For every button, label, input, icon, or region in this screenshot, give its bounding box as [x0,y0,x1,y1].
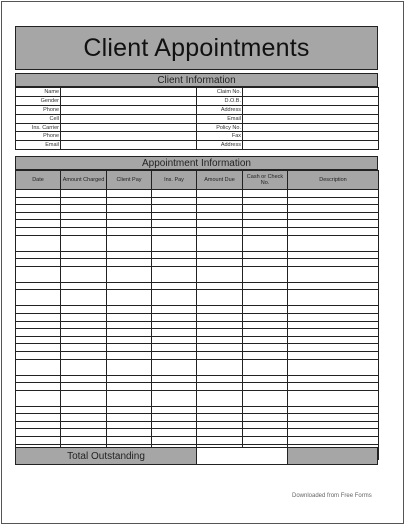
table-cell[interactable] [61,313,107,321]
total-outstanding-text: Total Outstanding [67,450,145,462]
table-cell[interactable] [197,421,243,429]
table-cell[interactable] [16,351,61,359]
table-cell[interactable] [152,227,197,235]
table-cell[interactable] [61,359,107,375]
table-cell[interactable] [16,336,61,344]
table-cell[interactable] [243,227,288,235]
table-row [16,190,379,198]
table-row [16,383,379,391]
table-row [16,251,379,259]
table-row [16,212,379,220]
table-cell[interactable] [243,259,288,267]
table-cell[interactable] [197,220,243,228]
table-cell[interactable] [107,197,152,205]
col-header-ins-pay: Ins. Pay [152,171,197,190]
table-cell[interactable] [243,383,288,391]
table-cell[interactable] [107,321,152,329]
table-cell[interactable] [197,306,243,314]
table-cell[interactable] [107,235,152,251]
client-info-label: D.O.B. [197,96,243,105]
table-row [16,421,379,429]
client-info-label: Fax [197,132,243,141]
table-cell[interactable] [16,375,61,383]
title-box [15,26,378,70]
table-row [16,282,379,290]
table-cell[interactable] [288,375,379,383]
table-cell[interactable] [16,282,61,290]
table-cell[interactable] [16,321,61,329]
table-row [16,336,379,344]
table-cell[interactable] [16,406,61,414]
table-cell[interactable] [61,351,107,359]
table-cell[interactable] [288,421,379,429]
table-cell[interactable] [16,313,61,321]
table-cell[interactable] [107,251,152,259]
table-cell[interactable] [152,235,197,251]
table-cell[interactable] [243,406,288,414]
table-cell[interactable] [197,414,243,422]
table-row [16,266,379,282]
table-cell[interactable] [243,235,288,251]
client-info-field[interactable] [61,132,197,141]
table-cell[interactable] [152,197,197,205]
table-cell[interactable] [197,197,243,205]
table-cell[interactable] [61,406,107,414]
table-cell[interactable] [16,383,61,391]
table-cell[interactable] [288,383,379,391]
table-cell[interactable] [288,336,379,344]
client-info-label: Email [16,141,61,150]
table-cell[interactable] [152,383,197,391]
table-cell[interactable] [61,414,107,422]
table-cell[interactable] [107,329,152,337]
client-info-field[interactable] [243,96,379,105]
table-cell[interactable] [107,383,152,391]
table-cell[interactable] [197,406,243,414]
table-cell[interactable] [152,351,197,359]
table-cell[interactable] [16,227,61,235]
table-cell[interactable] [288,282,379,290]
table-cell[interactable] [243,414,288,422]
table-cell[interactable] [288,266,379,282]
client-info-field[interactable] [61,141,197,150]
table-cell[interactable] [243,266,288,282]
table-row [16,306,379,314]
table-cell[interactable] [16,197,61,205]
table-cell[interactable] [197,359,243,375]
page-title: Client Appointments [83,33,310,62]
col-header-client-pay: Client Pay [107,171,152,190]
client-info-row [16,132,379,141]
table-row [16,375,379,383]
client-info-field[interactable] [61,123,197,132]
table-cell[interactable] [152,259,197,267]
table-cell[interactable] [243,421,288,429]
table-cell[interactable] [243,359,288,375]
table-row [16,329,379,337]
table-row [16,406,379,414]
appointment-info-heading [15,156,378,170]
table-cell[interactable] [152,336,197,344]
table-cell[interactable] [107,313,152,321]
table-cell[interactable] [61,421,107,429]
table-cell[interactable] [16,205,61,213]
table-cell[interactable] [288,290,379,306]
table-cell[interactable] [61,429,107,437]
table-cell[interactable] [197,429,243,437]
client-info-row [16,123,379,132]
client-info-row [16,105,379,114]
table-cell[interactable] [107,266,152,282]
table-cell[interactable] [288,344,379,352]
table-cell[interactable] [16,266,61,282]
table-cell[interactable] [197,313,243,321]
table-cell[interactable] [288,329,379,337]
table-cell[interactable] [61,220,107,228]
client-info-label: Gender [16,96,61,105]
client-info-label: Claim No. [197,88,243,97]
table-row [16,235,379,251]
client-info-row [16,141,379,150]
table-cell[interactable] [243,212,288,220]
table-cell[interactable] [61,321,107,329]
table-cell[interactable] [16,421,61,429]
client-info-table [15,87,379,150]
table-cell[interactable] [288,190,379,198]
table-cell[interactable] [107,290,152,306]
client-info-label: Cell [16,114,61,123]
table-cell[interactable] [107,227,152,235]
table-cell[interactable] [288,220,379,228]
table-cell[interactable] [197,344,243,352]
table-cell[interactable] [61,259,107,267]
table-row [16,313,379,321]
total-filler [288,448,377,464]
table-cell[interactable] [107,205,152,213]
table-cell[interactable] [152,437,197,445]
table-cell[interactable] [152,421,197,429]
table-cell[interactable] [61,282,107,290]
client-info-label: Name [16,88,61,97]
table-cell[interactable] [61,205,107,213]
table-cell[interactable] [152,344,197,352]
table-row [16,197,379,205]
table-cell[interactable] [197,437,243,445]
table-cell[interactable] [152,205,197,213]
table-cell[interactable] [61,227,107,235]
client-info-field[interactable] [243,105,379,114]
table-cell[interactable] [107,190,152,198]
table-cell[interactable] [107,306,152,314]
table-cell[interactable] [61,290,107,306]
table-cell[interactable] [152,313,197,321]
client-info-label: Ins. Carrier [16,123,61,132]
table-cell[interactable] [16,359,61,375]
table-cell[interactable] [197,205,243,213]
table-cell[interactable] [152,290,197,306]
table-cell[interactable] [197,375,243,383]
table-cell[interactable] [243,329,288,337]
table-cell[interactable] [243,197,288,205]
table-cell[interactable] [61,375,107,383]
table-cell[interactable] [152,282,197,290]
table-cell[interactable] [288,212,379,220]
table-cell[interactable] [107,344,152,352]
table-cell[interactable] [107,437,152,445]
table-cell[interactable] [197,329,243,337]
table-cell[interactable] [243,306,288,314]
table-cell[interactable] [61,390,107,406]
client-info-field[interactable] [61,105,197,114]
client-info-row [16,114,379,123]
table-cell[interactable] [197,227,243,235]
table-row [16,220,379,228]
table-cell[interactable] [197,351,243,359]
table-row [16,321,379,329]
client-info-label: Phone [16,105,61,114]
table-cell[interactable] [243,437,288,445]
col-header-date: Date [16,171,61,190]
table-cell[interactable] [152,321,197,329]
table-cell[interactable] [197,235,243,251]
table-cell[interactable] [61,190,107,198]
table-row [16,390,379,406]
client-info-field[interactable] [243,132,379,141]
footer-text: Downloaded from Free Forms [292,493,372,499]
table-cell[interactable] [197,390,243,406]
table-cell[interactable] [152,429,197,437]
client-info-field[interactable] [243,88,379,97]
table-row [16,414,379,422]
table-cell[interactable] [197,290,243,306]
table-cell[interactable] [152,266,197,282]
table-cell[interactable] [152,329,197,337]
client-info-label: Phone [16,132,61,141]
client-info-label: Address [197,141,243,150]
table-cell[interactable] [288,205,379,213]
table-cell[interactable] [107,336,152,344]
col-header-cash-check: Cash or Check No. [243,171,288,190]
table-cell[interactable] [197,282,243,290]
table-cell[interactable] [288,390,379,406]
table-row [16,205,379,213]
table-cell[interactable] [61,235,107,251]
table-cell[interactable] [288,251,379,259]
col-header-amount-charged: Amount Charged [61,171,107,190]
table-cell[interactable] [61,344,107,352]
table-cell[interactable] [61,383,107,391]
col-header-amount-due: Amount Due [197,171,243,190]
table-cell[interactable] [288,227,379,235]
table-cell[interactable] [197,321,243,329]
table-cell[interactable] [197,266,243,282]
table-cell[interactable] [152,251,197,259]
table-cell[interactable] [288,313,379,321]
client-info-label: Policy No. [197,123,243,132]
table-row [16,429,379,437]
table-cell[interactable] [107,429,152,437]
table-row [16,227,379,235]
table-cell[interactable] [16,190,61,198]
total-outstanding-label [16,448,197,464]
table-cell[interactable] [16,220,61,228]
client-info-field[interactable] [61,96,197,105]
table-cell[interactable] [61,437,107,445]
table-cell[interactable] [152,406,197,414]
table-cell[interactable] [197,251,243,259]
table-cell[interactable] [243,336,288,344]
client-info-label: Address [197,105,243,114]
table-cell[interactable] [243,429,288,437]
table-cell[interactable] [107,421,152,429]
table-cell[interactable] [197,259,243,267]
table-cell[interactable] [288,259,379,267]
table-row [16,259,379,267]
table-cell[interactable] [16,306,61,314]
client-info-heading [15,73,378,87]
table-cell[interactable] [197,336,243,344]
table-cell[interactable] [152,390,197,406]
table-cell[interactable] [107,359,152,375]
table-cell[interactable] [152,220,197,228]
table-cell[interactable] [16,290,61,306]
table-cell[interactable] [16,437,61,445]
table-cell[interactable] [107,282,152,290]
table-cell[interactable] [107,351,152,359]
table-cell[interactable] [243,290,288,306]
table-cell[interactable] [61,329,107,337]
table-cell[interactable] [243,321,288,329]
table-row [16,290,379,306]
client-info-field[interactable] [61,114,197,123]
client-info-label: Email [197,114,243,123]
table-cell[interactable] [288,351,379,359]
table-cell[interactable] [288,359,379,375]
appointment-info-heading-text: Appointment Information [142,157,251,169]
table-cell[interactable] [61,266,107,282]
table-cell[interactable] [152,375,197,383]
table-cell[interactable] [16,414,61,422]
table-cell[interactable] [243,375,288,383]
table-row [16,351,379,359]
total-outstanding-value[interactable] [197,448,288,464]
table-cell[interactable] [61,197,107,205]
table-cell[interactable] [61,306,107,314]
table-cell[interactable] [243,390,288,406]
table-cell[interactable] [288,235,379,251]
client-info-field[interactable] [243,141,379,150]
table-cell[interactable] [197,190,243,198]
table-cell[interactable] [243,205,288,213]
table-cell[interactable] [288,321,379,329]
table-cell[interactable] [152,414,197,422]
table-row [16,359,379,375]
table-cell[interactable] [16,329,61,337]
table-cell[interactable] [107,375,152,383]
table-cell[interactable] [243,351,288,359]
table-cell[interactable] [16,259,61,267]
table-cell[interactable] [197,212,243,220]
table-cell[interactable] [288,429,379,437]
table-cell[interactable] [152,212,197,220]
table-cell[interactable] [152,306,197,314]
client-info-field[interactable] [61,88,197,97]
table-cell[interactable] [107,414,152,422]
table-cell[interactable] [61,336,107,344]
table-cell[interactable] [243,220,288,228]
table-cell[interactable] [16,344,61,352]
table-cell[interactable] [16,212,61,220]
table-row [16,344,379,352]
table-cell[interactable] [152,359,197,375]
table-cell[interactable] [61,251,107,259]
table-cell[interactable] [288,197,379,205]
table-cell[interactable] [243,313,288,321]
table-cell[interactable] [152,190,197,198]
table-cell[interactable] [243,344,288,352]
table-cell[interactable] [288,306,379,314]
table-cell[interactable] [288,406,379,414]
table-cell[interactable] [61,212,107,220]
client-info-field[interactable] [243,123,379,132]
table-cell[interactable] [107,220,152,228]
table-cell[interactable] [107,406,152,414]
table-cell[interactable] [288,414,379,422]
table-cell[interactable] [107,212,152,220]
table-cell[interactable] [107,259,152,267]
table-cell[interactable] [243,251,288,259]
table-cell[interactable] [243,282,288,290]
appointment-table [15,170,379,460]
table-cell[interactable] [288,437,379,445]
table-cell[interactable] [16,429,61,437]
table-cell[interactable] [197,383,243,391]
table-cell[interactable] [16,251,61,259]
client-info-field[interactable] [243,114,379,123]
table-cell[interactable] [107,390,152,406]
total-row [15,447,378,465]
col-header-description: Description [288,171,379,190]
client-info-heading-text: Client Information [157,74,236,86]
client-info-row [16,88,379,97]
client-info-row [16,96,379,105]
table-cell[interactable] [16,390,61,406]
table-cell[interactable] [16,235,61,251]
table-cell[interactable] [243,190,288,198]
table-row [16,437,379,445]
